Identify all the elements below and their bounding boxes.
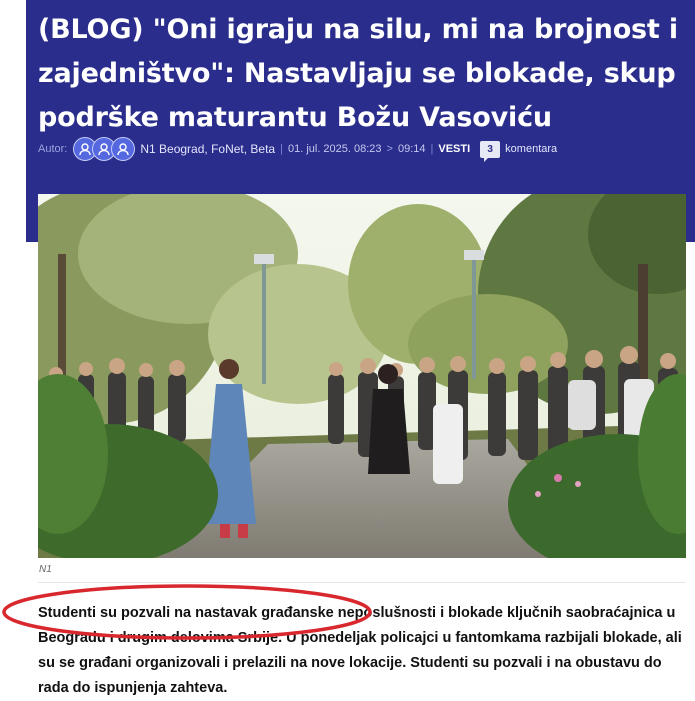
divider	[38, 582, 686, 583]
article-title: (BLOG) "Oni igraju na silu, mi na brojnost i zajedništvo": Nastavljaju se blokade, skup podrške maturantu Božu Vasoviću	[38, 14, 678, 133]
article-lead: Studenti su pozvali na nastavak građanske neposlušnosti i blokade ključnih saobraćajnica u Beogradu i drugim delovima Srbije. U ponedeljak policajci u fantomkama razbijali blokade, ali su se građani organizovali i prelazili na nove lokacije. Studenti su pozvali i na obustavu do rada do ispunjenja zahteva.	[38, 605, 682, 696]
meta-separator: |	[430, 143, 434, 155]
author-avatars[interactable]	[73, 137, 135, 161]
photo-credit: N1	[39, 564, 52, 575]
comment-bubble-icon[interactable]: 3	[480, 141, 500, 158]
meta-separator: |	[280, 143, 283, 155]
comments-link[interactable]: komentara	[505, 143, 558, 155]
publish-date: 01. jul. 2025. 08:23	[287, 143, 382, 155]
article-photo	[38, 194, 686, 558]
article-meta	[38, 136, 557, 162]
author-label: Autor:	[38, 143, 68, 155]
updated-arrow: >	[386, 143, 393, 155]
updated-time: 09:14	[397, 143, 426, 155]
author-names[interactable]: N1 Beograd, FoNet, Beta	[140, 142, 276, 156]
category-link[interactable]: VESTI	[438, 143, 471, 155]
author-avatar-icon[interactable]	[111, 137, 135, 161]
